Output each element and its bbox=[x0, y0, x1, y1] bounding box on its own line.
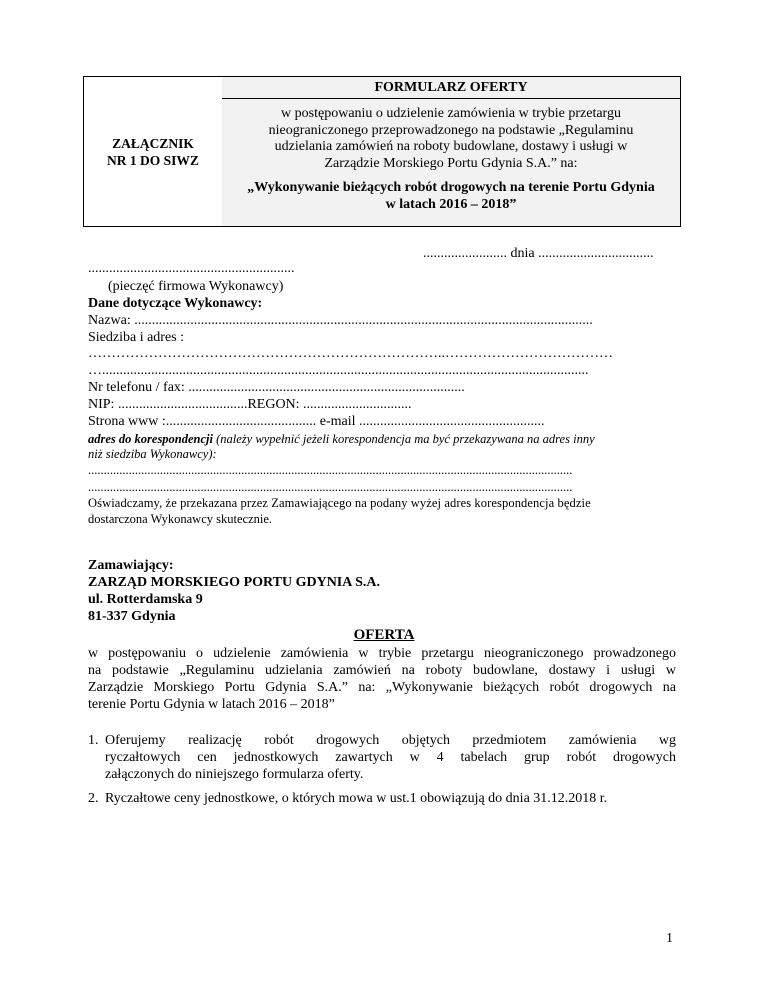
offer-item-number: 1. bbox=[88, 733, 99, 748]
offer-item-text: Oferujemy realizację robót drogowych objętych przedmiotem zamówienia wg bbox=[105, 733, 676, 748]
address-label: Siedziba i adres : bbox=[88, 330, 185, 345]
address-field-line1[interactable]: …………………………………………………………………..……………………………… bbox=[88, 346, 613, 361]
form-title: FORMULARZ OFERTY bbox=[222, 77, 680, 99]
annex-cell bbox=[84, 77, 223, 226]
nip-regon-field[interactable]: NIP: .....................................REGON: ............................... bbox=[88, 397, 412, 412]
stamp-label: (pieczęć firmowa Wykonawcy) bbox=[108, 279, 284, 294]
buyer-name: ZARZĄD MORSKIEGO PORTU GDYNIA S.A. bbox=[88, 575, 380, 590]
offer-item-text: załączonych do niniejszego formularza oferty. bbox=[105, 767, 364, 782]
correspondence-field-line2[interactable]: ........................................................................................................................................................... bbox=[88, 480, 573, 494]
date-field[interactable]: ........................ dnia ................................. bbox=[423, 246, 654, 261]
offer-intro-line: w postępowaniu o udzielenie zamówienia w trybie przetargu nieograniczonego prowadzonego bbox=[88, 646, 676, 661]
www-email-field[interactable]: Strona www :........................................... e-mail ..................................................... bbox=[88, 414, 545, 429]
statement-line1: Oświadczamy, że przekazana przez Zamawiającego na podany wyżej adres korespondencja będzie bbox=[88, 496, 591, 510]
correspondence-field-line1[interactable]: ........................................................................................................................................................... bbox=[88, 463, 573, 477]
statement-line2: dostarczona Wykonawcy skutecznie. bbox=[88, 512, 273, 526]
correspondence-note: (należy wypełnić jeżeli korespondencja ma być przekazywana na adres inny bbox=[213, 432, 595, 446]
form-title-cell bbox=[222, 77, 680, 226]
stamp-field[interactable]: ........................................................... bbox=[88, 261, 295, 276]
name-field[interactable]: Nazwa: ................................................................................................................................... bbox=[88, 313, 593, 328]
correspondence-note-line2: niż siedziba Wykonawcy): bbox=[88, 447, 217, 461]
form-description-line: w postępowaniu o udzielenie zamówienia w trybie przetargu bbox=[281, 106, 621, 121]
offer-item-number: 2. bbox=[88, 791, 99, 806]
phone-fax-field[interactable]: Nr telefonu / fax: ............................................................................... bbox=[88, 380, 465, 395]
annex-label-line2: NR 1 DO SIWZ bbox=[107, 152, 199, 168]
form-description-line: nieograniczonego przeprowadzonego na podstawie „Regulaminu bbox=[268, 122, 634, 138]
offer-title: OFERTA bbox=[353, 627, 415, 643]
header-table bbox=[83, 76, 681, 227]
page-number: 1 bbox=[666, 931, 673, 946]
form-description bbox=[230, 106, 672, 172]
contract-subject-line: „Wykonywanie bieżących robót drogowych na terenie Portu Gdynia bbox=[247, 180, 655, 195]
offer-item-text: Ryczałtowe ceny jednostkowe, o których mowa w ust.1 obowiązują do dnia 31.12.2018 r. bbox=[105, 791, 608, 806]
offer-intro-line: Zarządzie Morskiego Portu Gdynia S.A.” na: „Wykonywanie bieżących robót drogowych na bbox=[88, 680, 676, 695]
address-field-line2[interactable]: …........................................................................................................................................... bbox=[88, 363, 589, 378]
offer-intro bbox=[88, 645, 676, 713]
offer-item-1 bbox=[88, 732, 676, 783]
buyer-city: 81-337 Gdynia bbox=[88, 609, 176, 624]
buyer-street: ul. Rotterdamska 9 bbox=[88, 592, 203, 607]
contract-subject bbox=[228, 179, 674, 213]
contractor-section-title: Dane dotyczące Wykonawcy: bbox=[88, 296, 263, 311]
offer-item-2 bbox=[88, 790, 676, 807]
offer-intro-line: na podstawie „Regulaminu udzielania zamówień na roboty budowlane, dostawy i usługi w bbox=[88, 663, 676, 678]
form-description-line: Zarządzie Morskiego Portu Gdynia S.A.” na: bbox=[324, 155, 578, 171]
buyer-label: Zamawiający: bbox=[88, 558, 174, 573]
annex-label-line1: ZAŁĄCZNIK bbox=[112, 135, 194, 151]
offer-item-text: ryczałtowych cen jednostkowych zawartych w 4 tabelach grup robót drogowych bbox=[105, 750, 676, 765]
contract-subject-line: w latach 2016 – 2018” bbox=[385, 197, 517, 212]
offer-intro-line: terenie Portu Gdynia w latach 2016 – 2018” bbox=[88, 697, 335, 712]
correspondence-address-label: adres do korespondencji bbox=[88, 432, 213, 446]
form-description-line: udzielania zamówień na roboty budowlane, dostawy i usługi w bbox=[274, 139, 628, 154]
